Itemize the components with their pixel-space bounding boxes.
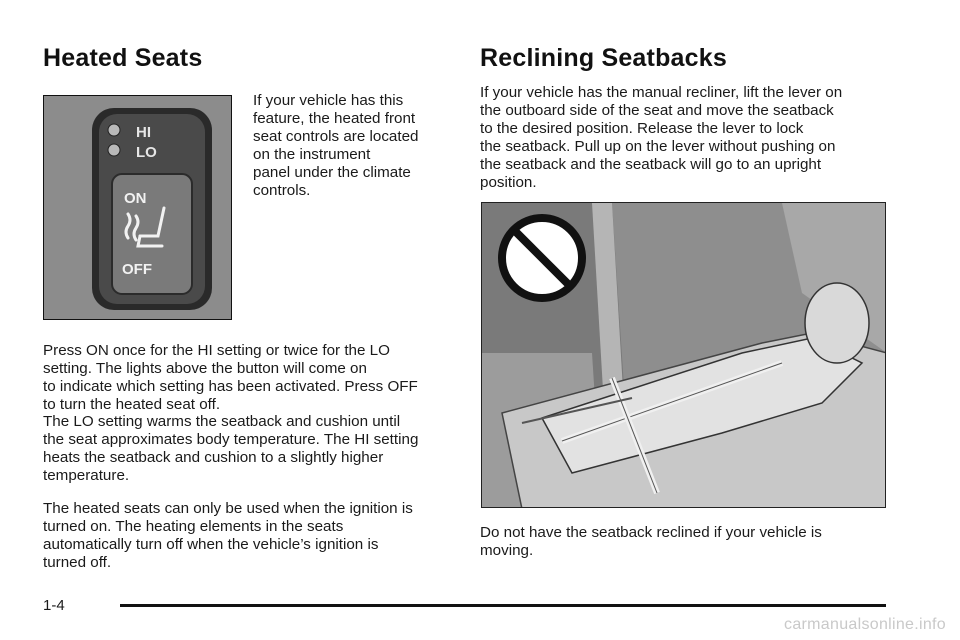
text-line: position.: [480, 174, 537, 191]
watermark: carmanualsonline.info: [784, 616, 946, 633]
text-line: If your vehicle has the manual recliner, lift the lever on: [480, 84, 843, 101]
text-line: feature, the heated front: [253, 110, 416, 127]
on-label: ON: [124, 190, 147, 207]
heated-seats-intro: [253, 92, 453, 200]
text-line: turned on. The heating elements in the seats: [43, 518, 344, 535]
hi-label: HI: [136, 124, 151, 141]
lo-label: LO: [136, 144, 157, 161]
heated-seat-control-svg: [44, 96, 232, 320]
text-line: to turn the heated seat off.: [43, 396, 221, 413]
text-line: the seatback and the seatback will go to an upright: [480, 156, 822, 173]
off-label: OFF: [122, 261, 152, 278]
text-line: turned off.: [43, 554, 112, 571]
text-line: the outboard side of the seat and move the seatback: [480, 102, 834, 119]
text-line: The heated seats can only be used when the ignition is: [43, 500, 413, 517]
reclining-intro: [480, 84, 880, 192]
prohibition-icon: [502, 218, 582, 298]
heated-seats-heading: Heated Seats: [43, 44, 203, 72]
page-number: 1-4: [43, 597, 65, 614]
text-line: heats the seatback and cushion to a slightly higher: [43, 449, 384, 466]
reclining-seatbacks-heading: Reclining Seatbacks: [480, 44, 727, 72]
heated-seats-paragraph-2: [43, 413, 453, 485]
text-line: automatically turn off when the vehicle’s ignition is: [43, 536, 379, 553]
text-line: Press ON once for the HI setting or twice for the LO: [43, 342, 390, 359]
heated-seats-paragraph-3: [43, 500, 453, 572]
text-line: Do not have the seatback reclined if your vehicle is: [480, 524, 822, 541]
heated-seat-control-photo: [43, 95, 232, 320]
text-line: to the desired position. Release the lever to lock: [480, 120, 804, 137]
reclining-warning: [480, 524, 880, 560]
reclined-passenger-illustration: [481, 202, 886, 508]
text-line: If your vehicle has this: [253, 92, 404, 109]
footer-rule: [120, 604, 886, 607]
heated-seats-paragraph-1: [43, 342, 453, 414]
text-line: controls.: [253, 182, 311, 199]
text-line: to indicate which setting has been activated. Press OFF: [43, 378, 418, 395]
text-line: temperature.: [43, 467, 130, 484]
text-line: the seat approximates body temperature. The HI setting: [43, 431, 419, 448]
text-line: setting. The lights above the button will come on: [43, 360, 367, 377]
text-line: panel under the climate: [253, 164, 411, 181]
text-line: seat controls are located: [253, 128, 419, 145]
text-line: moving.: [480, 542, 534, 559]
reclined-passenger-svg: [482, 203, 886, 508]
text-line: on the instrument: [253, 146, 371, 163]
text-line: the seatback. Pull up on the lever without pushing on: [480, 138, 836, 155]
text-line: The LO setting warms the seatback and cushion until: [43, 413, 401, 430]
passenger-head: [805, 283, 869, 363]
